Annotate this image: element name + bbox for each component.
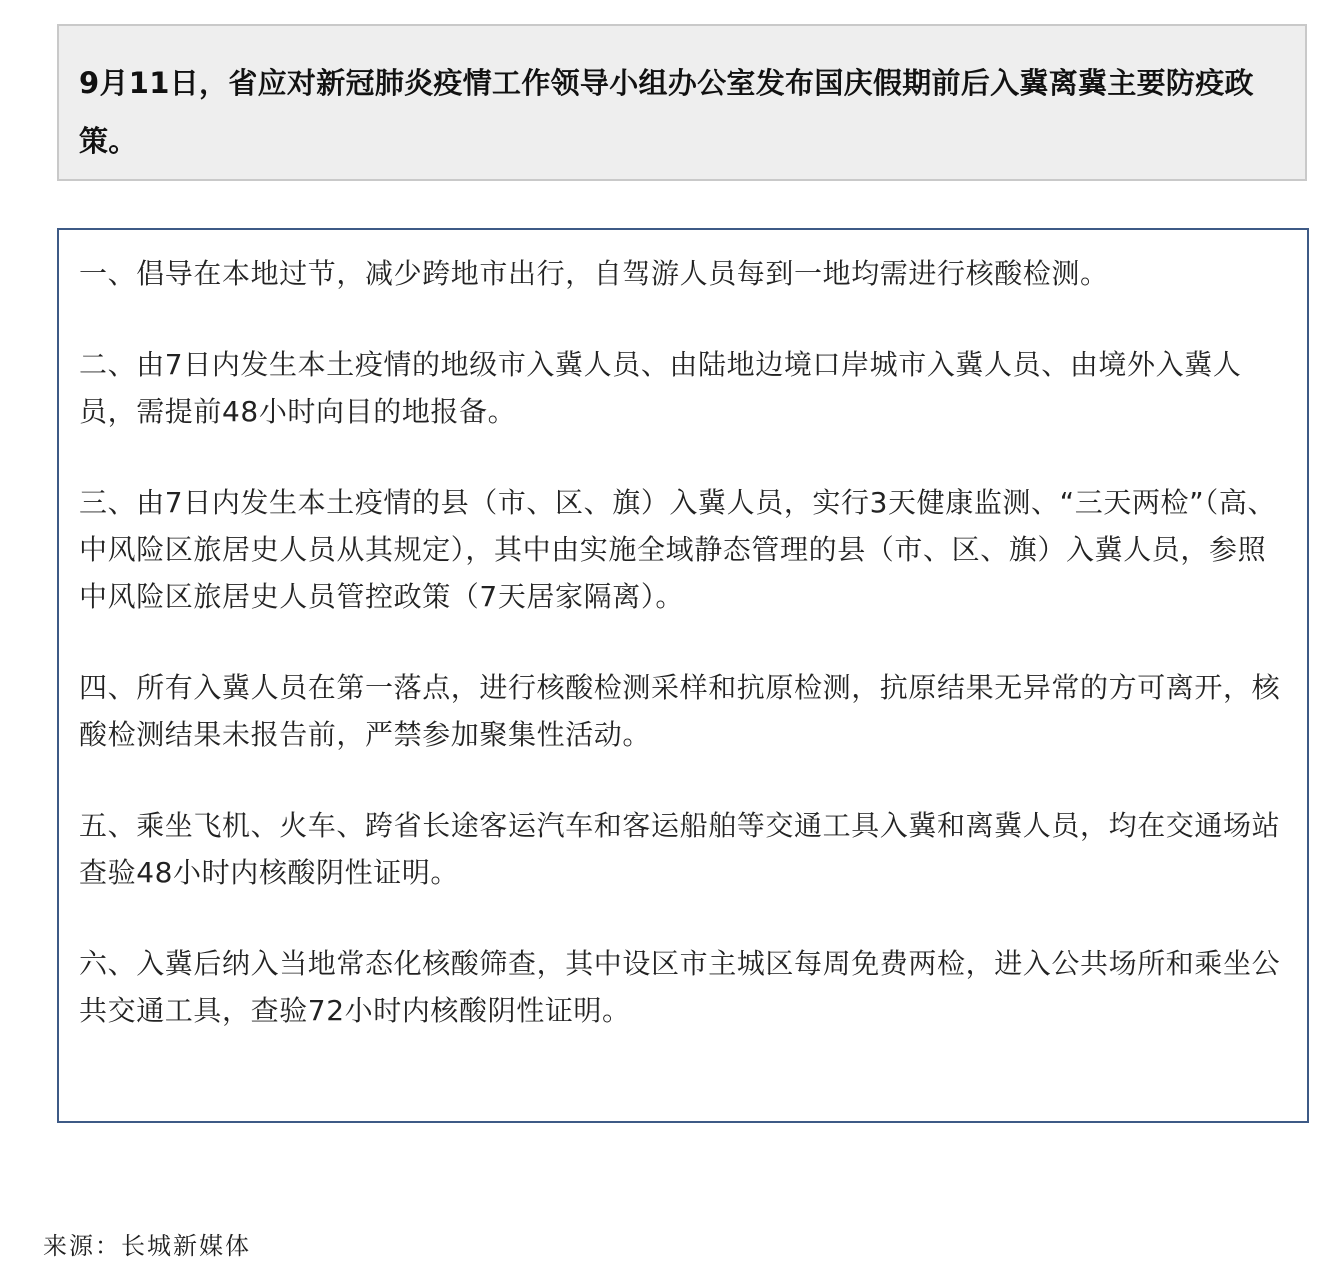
announcement-header <box>57 24 1307 181</box>
policy-item-2: 二、由7日内发生本土疫情的地级市入冀人员、由陆地边境口岸城市入冀人员、由境外入冀人员，需提前48小时向目的地报备。 <box>79 348 1242 428</box>
policy-list <box>57 228 1309 1123</box>
announcement-title: 9月11日，省应对新冠肺炎疫情工作领导小组办公室发布国庆假期前后入冀离冀主要防疫政策。 <box>79 66 1254 158</box>
policy-item-1: 一、倡导在本地过节，减少跨地市出行，自驾游人员每到一地均需进行核酸检测。 <box>79 257 1109 290</box>
policy-item-3: 三、由7日内发生本土疫情的县（市、区、旗）入冀人员，实行3天健康监测、“三天两检”（高、中风险区旅居史人员从其规定），其中由实施全域静态管理的县（市、区、旗）入冀人员，参照中风险区旅居史人员管控政策（7天居家隔离）。 <box>79 486 1277 613</box>
policy-item-5: 五、乘坐飞机、火车、跨省长途客运汽车和客运船舶等交通工具入冀和离冀人员，均在交通场站查验48小时内核酸阴性证明。 <box>79 809 1281 889</box>
policy-item-6: 六、入冀后纳入当地常态化核酸筛查，其中设区市主城区每周免费两检，进入公共场所和乘坐公共交通工具，查验72小时内核酸阴性证明。 <box>79 947 1281 1027</box>
policy-item-4: 四、所有入冀人员在第一落点，进行核酸检测采样和抗原检测，抗原结果无异常的方可离开，核酸检测结果未报告前，严禁参加聚集性活动。 <box>79 671 1281 751</box>
source-attribution: 来源：长城新媒体 <box>43 1232 251 1260</box>
